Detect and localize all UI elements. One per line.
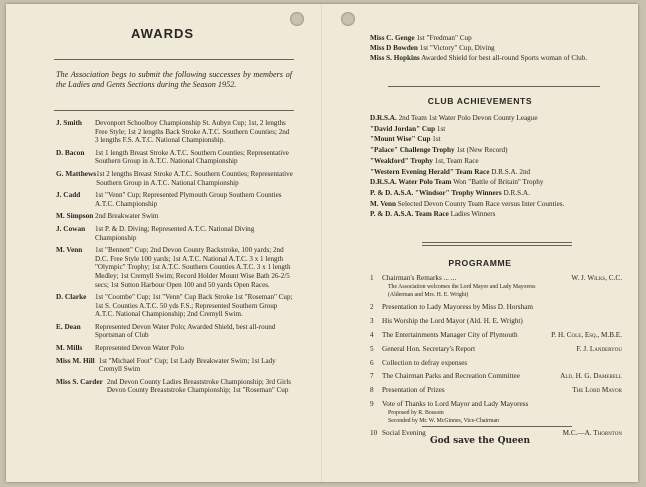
programme-item-text: Chairman's Remarks ... ... [382,274,457,282]
programme-item-note: The Association welcomes the Lord Mayor and Lady Mayoress [388,283,536,290]
programme-item-text: General Hon. Secretary's Report [382,344,476,353]
award-recipient: Miss S. Hopkins [370,54,420,63]
programme-item [370,331,622,340]
programme-item-body [382,345,622,354]
award-details: Represented Devon Water Polo [95,344,184,353]
programme-item-note: (Alderman and Mrs. H. E. Wright) [388,291,469,298]
programme-item-line [382,400,622,409]
achievement-result: Selected Devon County Team Race versus Inter Counties. [397,199,565,208]
programme-item-line [382,274,622,283]
award-recipient: G. Matthews [56,168,97,178]
programme-item [370,372,622,381]
programme-item-body [382,386,622,395]
programme-item [370,274,622,298]
award-recipient: Miss C. Genge [370,34,415,42]
programme-item-line [382,317,622,326]
programme-title: PROGRAMME [448,258,512,268]
achievement-name: D.R.S.A. Water Polo Team [370,178,452,187]
programme-item [370,386,622,395]
programme-item [370,345,622,354]
achievement-name: P. & D. A.S.A. Team Race [370,210,449,219]
programme-item-note: Seconded by Mr. W. McGinnes, Vice-Chairman [388,417,499,424]
awards-rule-bottom [54,110,294,111]
award-recipient: J. Cowan [56,223,86,233]
programme-item-number: 8 [370,386,374,395]
award-entry [56,149,294,166]
award-recipient: Miss D Bowden [370,44,418,53]
achievement-result: 1st (New Record) [456,146,508,155]
achievement-name: P. & D. A.S.A. "Windsor" Trophy Winners [370,188,502,197]
awards-page [6,4,319,482]
programme-rule-bottom [422,426,572,427]
programme-item-speaker: Ald. H. G. Damerell [560,372,622,381]
club-achievement [370,157,620,166]
programme-item-speaker: P. H. Cole, Esq., M.B.E. [551,330,622,339]
programme-item-body [382,317,622,326]
programme-item-number: 7 [370,372,374,381]
programme-item-number: 9 [370,399,374,408]
award-entry [56,119,294,145]
achievement-name: "Western Evening Herald" Team Race [370,167,490,176]
award-recipient: M. Venn [56,245,83,255]
award-entry [56,357,294,374]
ladies-awards-list [370,34,620,65]
award-entry [56,212,294,221]
award-details: 1st "Coombe" Cup; 1st "Venn" Cup Back Stroke 1st "Roseman" Cup; 1st S. Counties A.T.C. 50 yds F.S.; Represented Southern Group A.T.C. National Championship; 2nd Cremyll Swim. [95,293,293,319]
club-achievement [370,210,620,219]
programme-item-number: 3 [370,317,374,326]
club-achievement [370,189,620,198]
award-entry [56,225,294,242]
programme-item-number: 2 [370,303,374,312]
achievement-result: Won "Battle of Britain" Trophy [453,178,544,187]
award-details: 1st "Michael Foot" Cup; 1st Lady Breakwater Swim; 1st Lady Cremyll Swim [98,356,276,374]
award-entry [370,44,620,53]
programme-item [370,303,622,312]
award-recipient: Miss M. Hill [56,355,95,365]
programme-list [370,274,622,443]
club-achievement [370,114,620,123]
programme-item-line [382,359,622,368]
programme-item-body [382,400,622,424]
achievement-name: "David Jordan" Cup [370,124,436,133]
programme-item-number: 6 [370,358,374,367]
programme-item-number: 4 [370,330,374,339]
award-entry [56,344,294,353]
programme-item-body [382,274,622,298]
achievement-result: D.R.S.A. [503,188,530,197]
award-details: 1st 2 lengths Breast Stroke A.T.C. Southern Counties; Representative Southern Group in A.T.C. National Championship [96,169,293,187]
club-achievement [370,146,620,155]
award-details: 2nd Devon County Ladies Breaststroke Championship; 3rd Girls Devon County Breaststroke Championship; 1st "Roseman" Cup [106,377,292,395]
award-recipient: D. Bacon [56,147,85,157]
programme-item-line [382,345,622,354]
awards-title: AWARDS [130,26,195,41]
programme-item-body [382,372,622,381]
programme-item-number: 5 [370,344,374,353]
achievement-result: 2nd Team 1st Water Polo Devon County League [398,114,538,122]
award-details: 1st "Victory" Cup, Diving [419,44,495,53]
programme-item [370,400,622,424]
programme-item-body [382,303,622,312]
programme-item-speaker: F. J. Landeryou [576,344,622,353]
award-entry [56,323,294,340]
programme-item-line [382,331,622,340]
award-details: Awarded Shield for best all-round Sports woman of Club. [421,54,588,63]
programme-item-line [382,386,622,395]
club-achievement [370,135,620,144]
center-fold [321,4,323,482]
programme-item-text: His Worship the Lord Mayor (Ald. H. E. Wright) [382,317,523,326]
club-achievements-list [370,114,620,221]
award-recipient: D. Clarke [56,292,87,302]
award-recipient: Miss S. Carder [56,376,103,386]
programme-item-line [382,303,622,312]
award-recipient: J. Cadd [56,190,81,200]
achievement-name: "Mount Wise" Cup [370,135,431,144]
club-achievement [370,178,620,187]
programme-item-note: Proposed by R. Bossom [388,409,444,416]
award-details: 2nd Breakwater Swim [95,212,159,221]
programme-item-body [382,331,622,340]
awards-list [56,119,294,399]
programme-rule-top [422,242,572,243]
award-details: Represented Devon Water Polo; Awarded Shield, best all-round Sportsman of Club [95,322,276,340]
programme-rule-top-2 [422,245,572,246]
club-achievement [370,125,620,134]
award-details: 1st "Fredman" Cup [416,34,472,42]
programme-item-text: Social Evening [382,429,426,438]
club-achievement [370,200,620,209]
award-details: 1st "Bennett" Cup; 2nd Devon County Backstroke, 100 yards; 2nd D.C. Free Style 100 yards; 1st A.T.C. National A.T.C. 3 x 1 length "Olympic" Trophy; 1st A.T.C. Southern Counties A.T.C. 3 x 1 length Medley; 1st Cremyll Swim; Record Holder Mount Wise Bath 26-2/5 secs; 1st Sutton Harbour Open 100 and 50 yards Open Races. [95,246,291,289]
programme-item-speaker: The Lord Mayor [572,386,622,395]
achievement-result: 1st [436,124,446,133]
programme-item-line [382,372,622,381]
achievement-name: "Weakford" Trophy [370,156,433,165]
achievement-result: 1st, Team Race [434,156,479,165]
awards-rule-top [54,59,294,60]
programme-item-body [382,359,622,368]
award-details: 1st 1 length Breast Stroke A.T.C. Southern Counties; Representative Southern Group in A.T.C. National Championship [95,148,289,166]
award-recipient: M. Simpson [56,211,94,221]
programme-item [370,359,622,368]
award-entry [56,246,294,289]
programme-item-text: Presentation of Prizes [382,386,445,395]
programme-item-text: Presentation to Lady Mayoress by Miss D. Horsham [382,303,533,312]
club-achievements-title: CLUB ACHIEVEMENTS [427,96,533,106]
award-entry [56,293,294,319]
award-entry [370,54,620,63]
award-details: 1st P. & D. Diving; Represented A.T.C. National Diving Championship [95,224,255,242]
club-achievement [370,168,620,177]
award-recipient: J. Smith [56,118,82,127]
programme-item-text: Vote of Thanks to Lord Mayor and Lady Mayoress [382,399,529,408]
award-recipient: E. Dean [56,321,81,331]
programme-item-number: 1 [370,274,374,282]
award-entry [56,170,294,187]
achievement-name: D.R.S.A. [370,114,397,122]
programme-item [370,317,622,326]
club-rule-top [388,86,600,87]
closing-motto: God save the Queen [429,436,531,446]
programme-sheet [6,4,638,482]
achievement-result: D.R.S.A. 2nd [491,167,531,176]
achievement-name: "Palace" Challenge Trophy [370,146,455,155]
award-recipient: M. Mills [56,343,83,353]
programme-item-number: 10 [370,429,378,438]
awards-intro: The Association begs to submit the following successes by members of the Ladies and Gents Sections during the Season 1952. [56,70,292,89]
programme-item-text: The Entertainments Manager City of Plymouth [382,330,518,339]
award-details: 1st "Venn" Cup; Represented Plymouth Group Southern Counties A.T.C. Championship [95,191,282,208]
programme-item-text: Collection to defray expenses [382,358,468,367]
programme-item-text: The Chairman Parks and Recreation Committee [382,372,520,381]
award-entry [370,34,620,43]
programme-item-speaker: W. J. Wilks, C.C. [571,274,622,282]
award-entry [56,191,294,208]
club-programme-page [326,4,634,482]
award-entry [56,378,294,395]
achievement-name: M. Venn [370,199,396,208]
programme-item-speaker: M.C.—A. Thornton [562,429,622,438]
award-details: Devonport Schoolboy Championship St. Aubyn Cup; 1st, 2 lengths Free Style; 1st 2 lengths Back Stroke A.T.C. Southern Counties; 2nd 3 lengths F.S. A.T.C. National Championship. [95,119,290,145]
achievement-result: 1st [432,135,441,144]
achievement-result: Ladies Winners [450,210,496,219]
